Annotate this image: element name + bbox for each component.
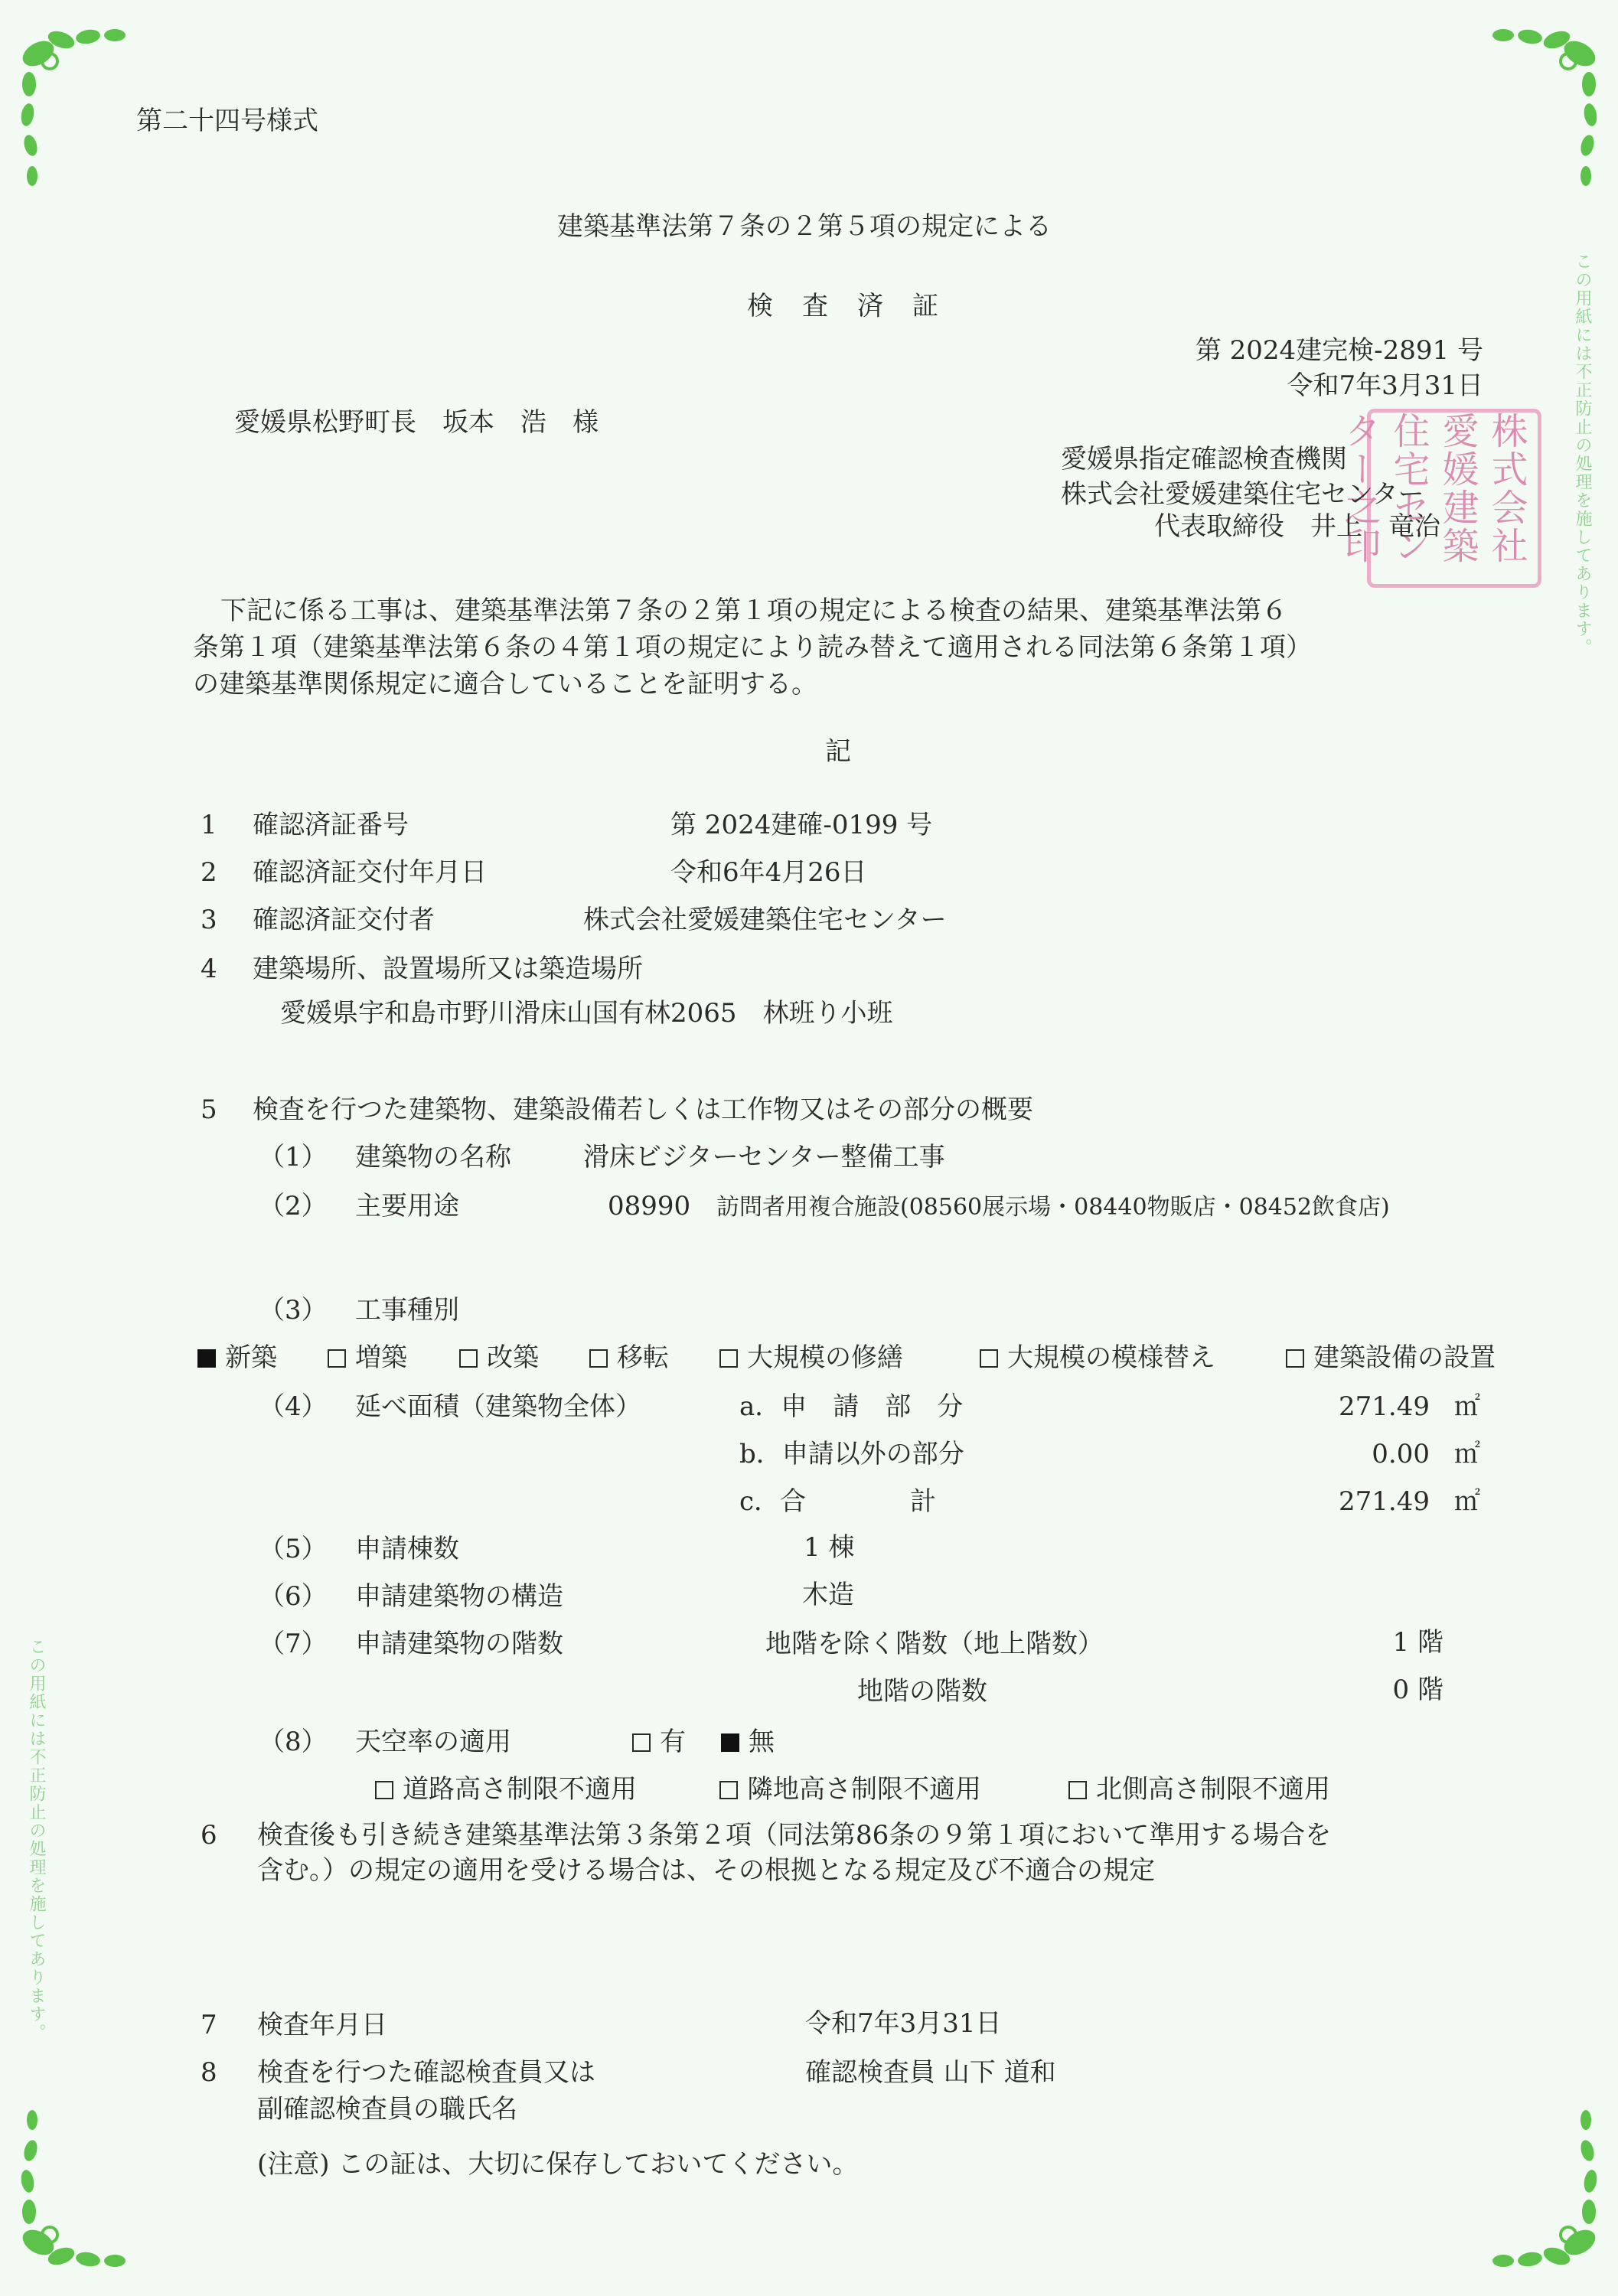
- item-5-6-value: 木造: [802, 1580, 854, 1610]
- addressee: 愛媛県松野町長 坂本 浩 様: [234, 407, 599, 438]
- checkbox-mark: [1286, 1349, 1304, 1368]
- checkbox-road-height-limit: [375, 1773, 637, 1806]
- item-3-label: 確認済証交付者: [253, 905, 435, 935]
- checkbox-label: 隣地高さ制限不適用: [747, 1774, 981, 1805]
- corner-ornament-bottom-right: [1473, 2097, 1603, 2273]
- item-7-label: 検査年月日: [257, 2010, 387, 2040]
- body-line-1: 下記に係る工事は、建築基準法第７条の２第１項の規定による検査の結果、建築基準法第６: [220, 595, 1287, 626]
- checkbox-mark: [197, 1349, 216, 1368]
- item-5-3-number: （3）: [259, 1295, 328, 1326]
- item-1-value: 第 2024建確-0199 号: [670, 810, 933, 840]
- checkbox-label: 建築設備の設置: [1313, 1342, 1496, 1373]
- checkbox-label: 有: [660, 1727, 686, 1757]
- item-6-line-2: 含む。）の規定の適用を受ける場合は、その根拠となる規定及び不適合の規定: [257, 1855, 1155, 1886]
- body-line-3: の建築基準関係規定に適合していることを証明する。: [193, 669, 817, 700]
- cert-number: 第 2024建完検-2891 号: [1195, 335, 1483, 366]
- checkbox-adjacent-height-limit: [719, 1773, 981, 1806]
- item-6-number: 6: [201, 1820, 217, 1851]
- item-7-number: 7: [201, 2010, 217, 2040]
- item-5-1-label: 建築物の名称: [355, 1142, 511, 1172]
- checkbox-mark: [328, 1349, 346, 1368]
- floors-below-label: 地階の階数: [857, 1676, 987, 1707]
- corner-ornament-bottom-left: [15, 2097, 145, 2273]
- area-b-label: b．申請以外の部分: [739, 1439, 964, 1469]
- item-3-number: 3: [201, 905, 217, 935]
- note: (注意) この証は、大切に保存しておいてください。: [257, 2149, 859, 2180]
- checkbox-relocation: [589, 1341, 669, 1375]
- checkbox-mark: [459, 1349, 478, 1368]
- body-line-2: 条第１項（建築基準法第６条の４第１項の規定により読み替えて適用される同法第６条第１項）: [193, 632, 1312, 663]
- item-8-label-2: 副確認検査員の職氏名: [257, 2094, 517, 2125]
- form-number: 第二十四号様式: [136, 106, 318, 136]
- item-1-label: 確認済証番号: [253, 810, 409, 840]
- floors-above-label: 地階を除く階数（地上階数）: [765, 1629, 1104, 1659]
- item-5-label: 検査を行つた建築物、建築設備若しくは工作物又はその部分の概要: [253, 1094, 1033, 1125]
- header-law: 建築基準法第７条の２第５項の規定による: [557, 211, 1052, 242]
- area-a-value: 271.49: [1339, 1391, 1430, 1422]
- item-5-4-number: （4）: [259, 1391, 328, 1422]
- item-4-value: 愛媛県宇和島市野川滑床山国有林2065 林班り小班: [280, 998, 893, 1029]
- area-c-label: c．合 計: [739, 1486, 937, 1517]
- checkbox-mark: [589, 1349, 608, 1368]
- item-5-7-number: （7）: [259, 1629, 328, 1659]
- area-b-value: 0.00: [1372, 1439, 1430, 1469]
- item-5-6-number: （6）: [259, 1581, 328, 1612]
- item-4-label: 建築場所、設置場所又は築造場所: [253, 954, 643, 984]
- item-5-1-number: （1）: [259, 1142, 328, 1172]
- area-a-label: a．申 請 部 分: [739, 1391, 964, 1422]
- checkbox-mark: [632, 1733, 651, 1752]
- checkbox-sky-factor-no: [721, 1725, 775, 1759]
- item-5-6-label: 申請建築物の構造: [355, 1581, 563, 1612]
- item-2-value: 令和6年4月26日: [670, 857, 867, 888]
- item-8-label-1: 検査を行つた確認検査員又は: [257, 2057, 595, 2088]
- item-5-1-value: 滑床ビジターセンター整備工事: [583, 1142, 945, 1172]
- item-5-5-value: 1 棟: [804, 1532, 855, 1563]
- checkbox-mark: [980, 1349, 998, 1368]
- floors-below-value: 0 階: [1392, 1675, 1443, 1705]
- item-5-4-label: 延べ面積（建築物全体）: [355, 1391, 641, 1422]
- item-6-line-1: 検査後も引き続き建築基準法第３条第２項（同法第86条の９第１項において準用する場合を: [257, 1820, 1332, 1851]
- item-4-number: 4: [201, 954, 217, 984]
- checkbox-label: 新築: [225, 1342, 277, 1373]
- checkbox-extension: [328, 1341, 407, 1375]
- checkbox-mark: [375, 1781, 393, 1799]
- item-5-2-number: （2）: [259, 1191, 328, 1221]
- item-5-8-number: （8）: [259, 1727, 328, 1757]
- checkbox-mark: [719, 1781, 738, 1799]
- checkbox-mark: [1068, 1781, 1087, 1799]
- checkbox-label: 改築: [487, 1342, 539, 1373]
- item-5-5-label: 申請棟数: [355, 1534, 459, 1564]
- ki-heading: 記: [825, 736, 851, 767]
- checkbox-label: 増築: [355, 1342, 407, 1373]
- area-c-value: 271.49: [1339, 1486, 1430, 1517]
- checkbox-label: 大規模の修繕: [747, 1342, 903, 1373]
- item-2-number: 2: [201, 857, 217, 888]
- checkbox-north-height-limit: [1068, 1773, 1330, 1806]
- item-3-value: 株式会社愛媛建築住宅センター: [583, 905, 947, 935]
- item-5-7-label: 申請建築物の階数: [355, 1629, 563, 1659]
- checkbox-rebuild: [459, 1341, 539, 1375]
- checkbox-label: 移転: [617, 1342, 669, 1373]
- item-5-2-label: 主要用途: [355, 1191, 459, 1221]
- corner-ornament-top-right: [1473, 23, 1603, 199]
- item-5-2-code: 08990: [608, 1191, 691, 1221]
- area-b-unit: ㎡: [1454, 1439, 1480, 1469]
- watermark-left: この用紙には不正防止の処理を施してあります。: [27, 1638, 46, 2042]
- company-seal-text: 株式会社愛媛建築住宅センター之印: [1338, 412, 1528, 565]
- item-5-2-value: 訪問者用複合施設(08560展示場・08440物販店・08452飲食店): [716, 1194, 1390, 1221]
- checkbox-mark: [719, 1349, 738, 1368]
- area-c-unit: ㎡: [1454, 1486, 1480, 1517]
- issuer-company: 株式会社愛媛建築住宅センター: [1061, 479, 1424, 510]
- item-8-number: 8: [201, 2057, 217, 2088]
- issuer-representative: 代表取締役 井上 竜治: [1154, 511, 1440, 542]
- checkbox-sky-factor-yes: [632, 1725, 686, 1759]
- checkbox-major-repair: [719, 1341, 903, 1375]
- item-5-3-label: 工事種別: [355, 1295, 459, 1326]
- floors-above-value: 1 階: [1392, 1627, 1443, 1658]
- checkbox-major-remodel: [980, 1341, 1215, 1375]
- item-8-value: 確認検査員 山下 道和: [805, 2057, 1056, 2088]
- issue-date: 令和7年3月31日: [1287, 370, 1483, 401]
- checkbox-new-build: [197, 1341, 277, 1375]
- checkbox-label: 北側高さ制限不適用: [1096, 1774, 1330, 1805]
- item-5-5-number: （5）: [259, 1534, 328, 1564]
- item-5-8-label: 天空率の適用: [355, 1727, 511, 1757]
- item-1-number: 1: [201, 810, 217, 840]
- page-title: 検 査 済 証: [747, 291, 940, 321]
- checkbox-label: 無: [749, 1727, 775, 1757]
- checkbox-label: 大規模の模様替え: [1007, 1342, 1215, 1373]
- area-a-unit: ㎡: [1454, 1391, 1480, 1422]
- item-5-number: 5: [201, 1094, 217, 1125]
- watermark-right: この用紙には不正防止の処理を施してあります。: [1573, 253, 1592, 657]
- item-7-value: 令和7年3月31日: [805, 2008, 1002, 2039]
- issuer-org-type: 愛媛県指定確認検査機関: [1061, 444, 1347, 475]
- checkbox-mark: [721, 1733, 739, 1752]
- checkbox-label: 道路高さ制限不適用: [403, 1774, 637, 1805]
- corner-ornament-top-left: [15, 23, 145, 199]
- checkbox-equipment-install: [1286, 1341, 1496, 1375]
- item-2-label: 確認済証交付年月日: [253, 857, 487, 888]
